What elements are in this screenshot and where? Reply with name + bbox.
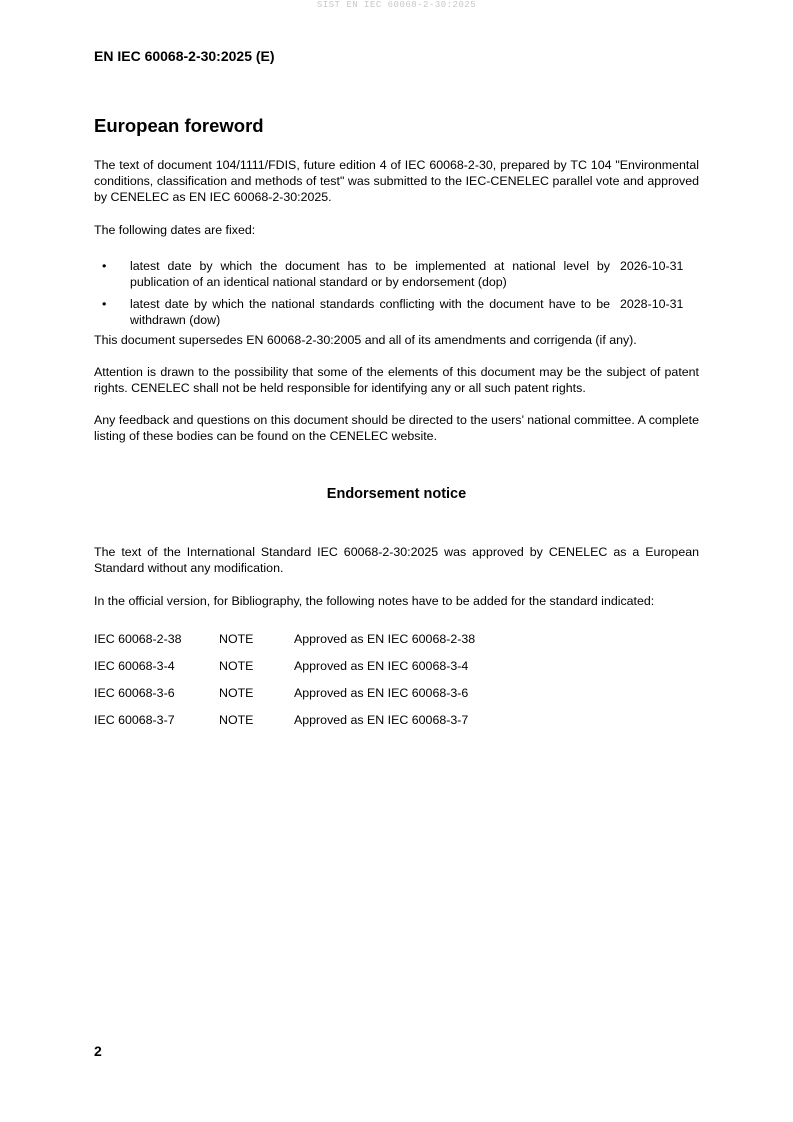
date-item-date: 2028-10-31: [620, 297, 684, 311]
date-item-text: latest date by which the document has to be implemented at national level by publication of an identical national standard or by endorsement (dop): [130, 259, 610, 289]
foreword-title: European foreword: [94, 115, 264, 136]
date-item-date: 2026-10-31: [620, 259, 684, 273]
note-text: Approved as EN IEC 60068-3-6: [294, 686, 469, 700]
note-text: Approved as EN IEC 60068-2-38: [294, 632, 476, 646]
foreword-paragraph-2: The following dates are fixed:: [94, 223, 256, 237]
note-label: NOTE: [219, 632, 254, 646]
note-standard: IEC 60068-2-38: [94, 632, 182, 646]
page-number: 2: [94, 1043, 102, 1059]
bullet-icon: •: [102, 259, 107, 273]
endorsement-paragraph-2: In the official version, for Bibliography, the following notes have to be added for the standard indicated:: [94, 594, 655, 608]
note-text: Approved as EN IEC 60068-3-7: [294, 713, 469, 727]
note-label: NOTE: [219, 686, 254, 700]
endorsement-paragraph-1: The text of the International Standard IEC 60068-2-30:2025 was approved by CENELEC as a European Standard without any modification.: [94, 545, 699, 575]
note-standard: IEC 60068-3-4: [94, 659, 175, 673]
bullet-icon: •: [102, 297, 107, 311]
date-item-code: (dop): [477, 275, 507, 289]
note-label: NOTE: [219, 659, 254, 673]
document-id-header: EN IEC 60068-2-30:2025 (E): [94, 48, 275, 64]
date-item-text: latest date by which the national standards conflicting with the document have to be withdrawn (dow): [130, 297, 610, 327]
note-label: NOTE: [219, 713, 254, 727]
date-item-code: (dow): [189, 313, 221, 327]
watermark: SIST EN IEC 60068-2-30:2025: [316, 0, 477, 10]
note-standard: IEC 60068-3-6: [94, 686, 175, 700]
foreword-paragraph-4: Attention is drawn to the possibility that some of the elements of this document may be the subject of patent rights. CENELEC shall not be held responsible for identifying any or all such patent rights.: [94, 365, 699, 395]
foreword-paragraph-3: This document supersedes EN 60068-2-30:2005 and all of its amendments and corrigenda (if any).: [94, 333, 637, 347]
note-standard: IEC 60068-3-7: [94, 713, 175, 727]
foreword-paragraph-5: Any feedback and questions on this document should be directed to the users’ national committee. A complete listing of these bodies can be found on the CENELEC website.: [94, 413, 699, 443]
foreword-paragraph-1: The text of document 104/1111/FDIS, future edition 4 of IEC 60068-2-30, prepared by TC 104 "Environmental conditions, classification and methods of test" was submitted to the IEC-CENELEC parallel vote and approved by CENELEC as EN IEC 60068-2-30:2025.: [94, 158, 699, 204]
note-text: Approved as EN IEC 60068-3-4: [294, 659, 469, 673]
endorsement-title: Endorsement notice: [326, 486, 467, 502]
